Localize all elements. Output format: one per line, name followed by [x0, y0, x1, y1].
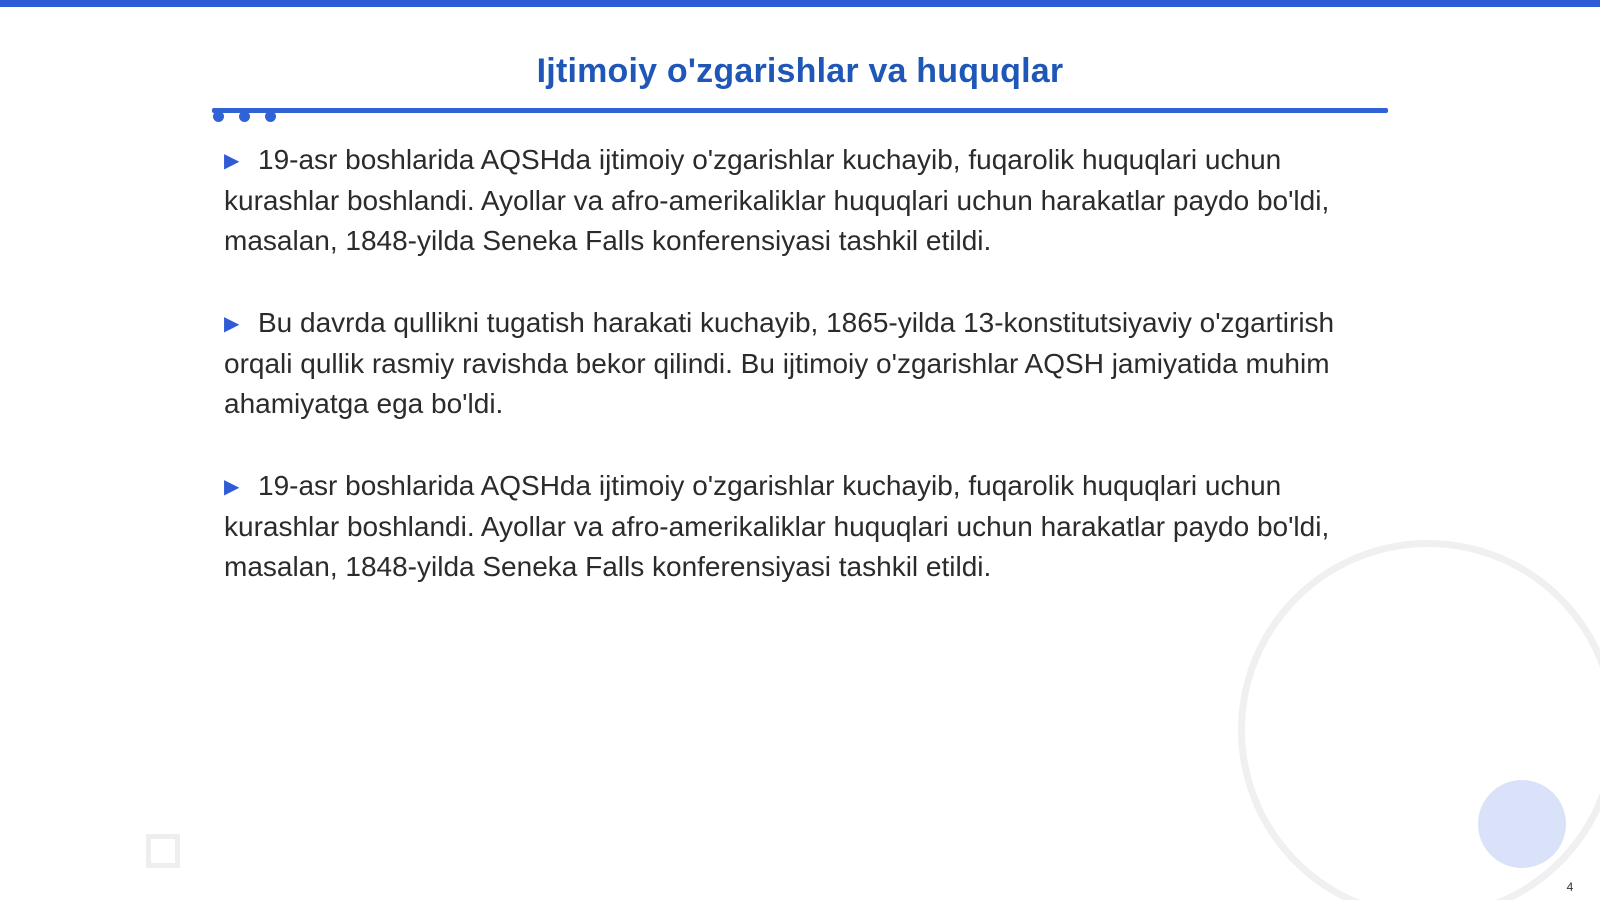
title-underline	[212, 108, 1388, 113]
page-number: 4	[1566, 880, 1574, 894]
decorative-square-outline	[146, 834, 180, 868]
triangle-bullet-icon: ▶	[224, 313, 240, 335]
bullet-text: 19-asr boshlarida AQSHda ijtimoiy o'zgarishlar kuchayib, fuqarolik huquqlari uchun kurashlar boshlandi. Ayollar va afro-amerikaliklar huquqlari uchun harakatlar paydo bo'ldi, masalan, 1848-yilda Seneka Falls konferensiyasi tashkil etildi.	[224, 144, 1330, 256]
bullet-text: 19-asr boshlarida AQSHda ijtimoiy o'zgarishlar kuchayib, fuqarolik huquqlari uchun kurashlar boshlandi. Ayollar va afro-amerikaliklar huquqlari uchun harakatlar paydo bo'ldi, masalan, 1848-yilda Seneka Falls konferensiyasi tashkil etildi.	[224, 470, 1330, 582]
bullet-text: Bu davrda qullikni tugatish harakati kuchayib, 1865-yilda 13-konstitutsiyaviy o'zgartirish orqali qullik rasmiy ravishda bekor qilindi. Bu ijtimoiy o'zgarishlar AQSH jamiyatida muhim ahamiyatga ega bo'ldi.	[224, 307, 1335, 419]
triangle-bullet-icon: ▶	[224, 150, 240, 172]
bullet-item	[224, 140, 1394, 261]
underline-dot	[213, 111, 224, 122]
triangle-bullet-icon: ▶	[224, 476, 240, 498]
bullet-item	[224, 466, 1394, 587]
slide-title: Ijtimoiy o'zgarishlar va huquqlar	[536, 52, 1064, 90]
bullet-item	[224, 303, 1394, 424]
decorative-blue-circle	[1478, 780, 1566, 868]
underline-dot	[239, 111, 250, 122]
bullet-list	[224, 140, 1394, 629]
underline-dot	[265, 111, 276, 122]
top-accent-bar	[0, 0, 1600, 7]
